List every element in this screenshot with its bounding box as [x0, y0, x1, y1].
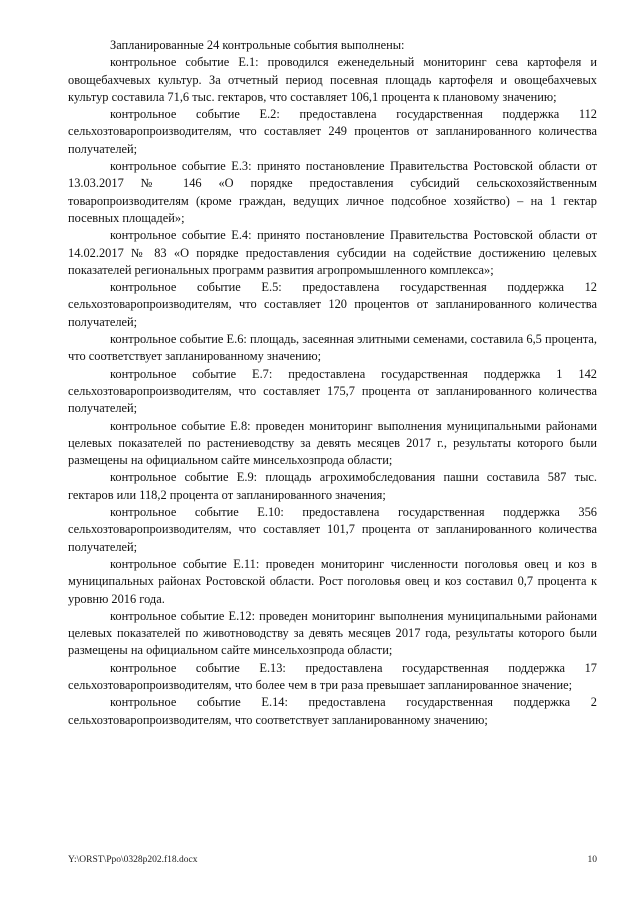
page-number: 10	[587, 855, 597, 865]
paragraph-event-e11: контрольное событие Е.11: проведен мониторинг численности поголовья овец и коз в муниципальных районах Ростовской области. Рост поголовья овец и коз составил 0,7 процента к уровню 2016 года.	[68, 556, 597, 606]
paragraph-intro: Запланированные 24 контрольные события выполнены:	[110, 38, 405, 52]
paragraph-event-e1: контрольное событие Е.1: проводился еженедельный мониторинг сева картофеля и овощебахчевых культур. За отчетный период посевная площадь картофеля и овощебахчевых культур составила 71,6 тыс. гектаров, что составляет 106,1 процента к плановому значению;	[68, 55, 597, 104]
paragraph-event-e9: контрольное событие Е.9: площадь агрохимобследования пашни составила 587 тыс. гектаров или 118,2 процента от запланированного значения;	[68, 470, 597, 502]
footer-file-path: Y:\ORST\Ppo\0328p202.f18.docx	[68, 855, 198, 865]
paragraph-event-e6: контрольное событие Е.6: площадь, засеянная элитными семенами, составила 6,5 процента, что соответствует запланированному значению;	[68, 332, 597, 364]
paragraph-event-e4: контрольное событие Е.4: принято постановление Правительства Ростовской области от 14.02.2017 № 83 «О порядке предоставления субсидии на содействие достижению целевых показателей региональных программ развития агропромышленного комплекса»;	[68, 228, 597, 277]
paragraph-event-e3: контрольное событие Е.3: принято постановление Правительства Ростовской области от 13.03.2017 № 146 «О порядке предоставления субсидий сельскохозяйственным товаропроизводителям (кроме граждан, ведущих личное подсобное хозяйство) – на 1 гектар посевных площадей»;	[68, 159, 597, 225]
paragraph-event-e7: контрольное событие Е.7: предоставлена государственная поддержка 1 142 сельхозтоваропроизводителям, что составляет 175,7 процента от запланированного количества получателей;	[68, 366, 597, 416]
paragraph-event-e5: контрольное событие Е.5: предоставлена государственная поддержка 12 сельхозтоваропроизводителям, что составляет 120 процентов от запланированного количества получателей;	[68, 280, 597, 329]
paragraph-event-e2: контрольное событие Е.2: предоставлена государственная поддержка 112 сельхозтоваропроизводителям, что составляет 249 процентов от запланированного количества получателей;	[68, 107, 597, 156]
paragraph-event-e8: контрольное событие Е.8: проведен мониторинг выполнения муниципальными районами целевых показателей по растениеводству за девять месяцев 2017 г., результаты которого были размещены на официальном сайте минсельхозпрода области;	[68, 418, 597, 468]
document-body	[68, 37, 597, 729]
paragraph-event-e13: контрольное событие Е.13: предоставлена государственная поддержка 17 сельхозтоваропроизводителям, что более чем в три раза превышает запланированное значение;	[68, 660, 597, 692]
paragraph-event-e10: контрольное событие Е.10: предоставлена государственная поддержка 356 сельхозтоваропроизводителям, что составляет 101,7 процента от запланированного количества получателей;	[68, 505, 597, 554]
paragraph-event-e14: контрольное событие Е.14: предоставлена государственная поддержка 2 сельхозтоваропроизводителям, что соответствует запланированному значению;	[68, 695, 597, 727]
paragraph-event-e12: контрольное событие Е.12: проведен мониторинг выполнения муниципальными районами целевых показателей по животноводству за девять месяцев 2017 года, результаты которого были размещены на официальном сайте минсельхозпрода области;	[68, 608, 597, 658]
